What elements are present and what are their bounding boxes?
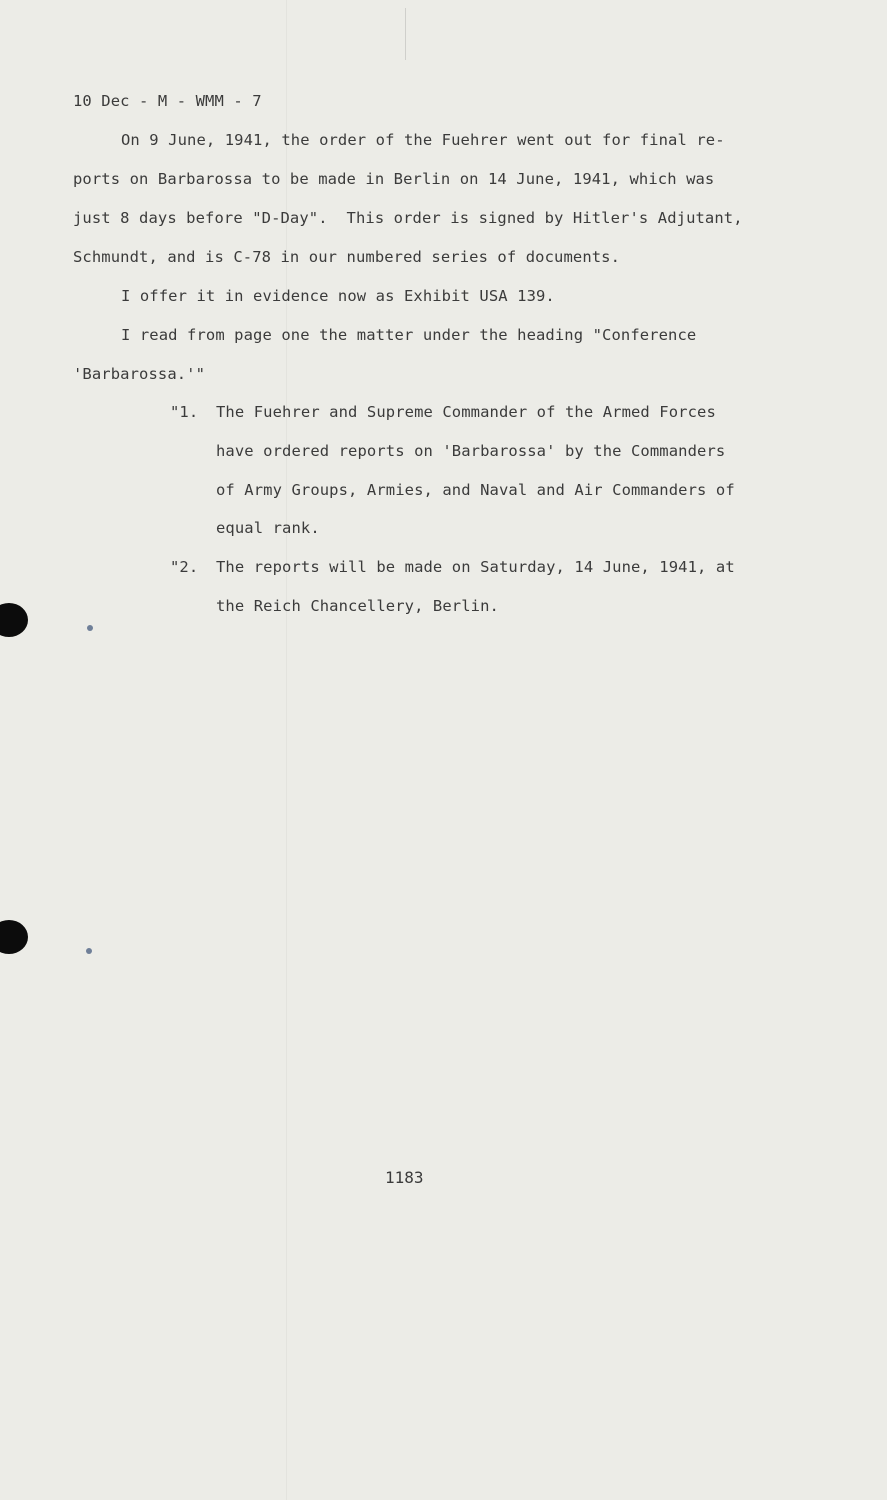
item-2-number: "2. xyxy=(170,558,199,576)
paragraph-3-line-1: I read from page one the matter under the heading "Conference xyxy=(121,326,697,344)
item-1-line-4: equal rank. xyxy=(216,519,320,537)
item-2-line-2: the Reich Chancellery, Berlin. xyxy=(216,597,499,615)
ink-speck xyxy=(87,625,93,631)
item-1-line-1: The Fuehrer and Supreme Commander of the Armed Forces xyxy=(216,403,716,421)
paragraph-2: I offer it in evidence now as Exhibit USA 139. xyxy=(121,287,555,305)
paragraph-1-line-2: ports on Barbarossa to be made in Berlin on 14 June, 1941, which was xyxy=(73,170,715,188)
paragraph-1-line-4: Schmundt, and is C-78 in our numbered series of documents. xyxy=(73,248,621,266)
paper-crease xyxy=(405,8,406,60)
page-number: 1183 xyxy=(385,1168,424,1187)
item-2-line-1: The reports will be made on Saturday, 14 June, 1941, at xyxy=(216,558,735,576)
paragraph-1-line-3: just 8 days before "D-Day". This order is signed by Hitler's Adjutant, xyxy=(73,209,743,227)
punch-hole xyxy=(0,603,28,637)
document-header: 10 Dec - M - WMM - 7 xyxy=(73,92,262,110)
punch-hole xyxy=(0,920,28,954)
item-1-number: "1. xyxy=(170,403,199,421)
item-1-line-2: have ordered reports on 'Barbarossa' by the Commanders xyxy=(216,442,726,460)
paragraph-3-line-2: 'Barbarossa.'" xyxy=(73,365,206,383)
item-1-line-3: of Army Groups, Armies, and Naval and Air Commanders of xyxy=(216,481,735,499)
paragraph-1-line-1: On 9 June, 1941, the order of the Fuehrer went out for final re- xyxy=(121,131,725,149)
ink-speck xyxy=(86,948,92,954)
